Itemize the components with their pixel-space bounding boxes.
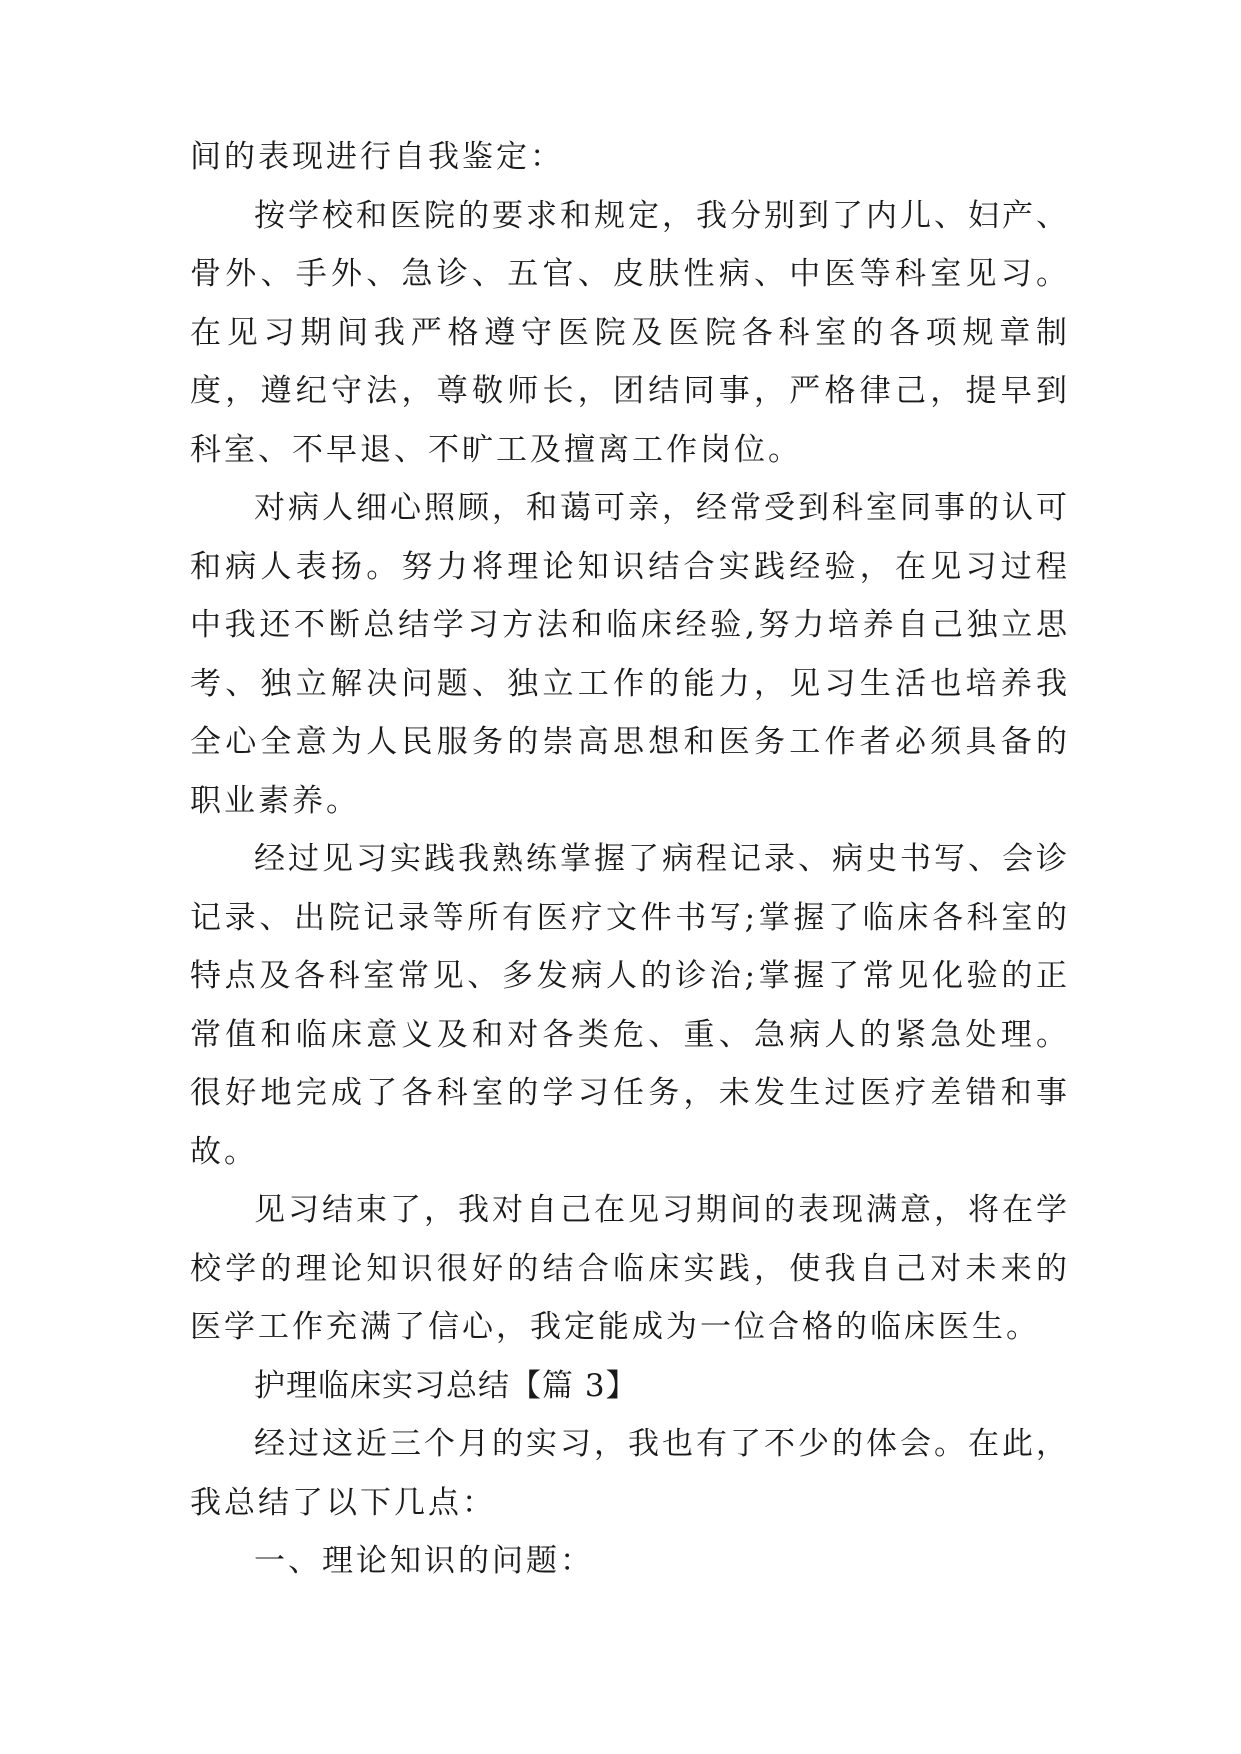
paragraph-continuation: 间的表现进行自我鉴定： [190, 139, 564, 175]
subheading-theory-knowledge: 一、理论知识的问题： [254, 1543, 594, 1579]
paragraph-three-months: 经过这近三个月的实习，我也有了不少的体会。在此，我总结了以下几点： [190, 1426, 1070, 1521]
paragraph-patient-care: 对病人细心照顾，和蔼可亲，经常受到科室同事的认可和病人表扬。努力将理论知识结合实践经验，在见习过程中我还不断总结学习方法和临床经验,努力培养自己独立思考、独立解决问题、独立工作的能力，见习生活也培养我全心全意为人民服务的崇高思想和医务工作者必须具备的职业素养。 [190, 490, 1070, 819]
paragraph-skills-mastered: 经过见习实践我熟练掌握了病程记录、病史书写、会诊记录、出院记录等所有医疗文件书写;掌握了临床各科室的特点及各科室常见、多发病人的诊治;掌握了常见化验的正常值和临床意义及和对各类危、重、急病人的紧急处理。很好地完成了各科室的学习任务，未发生过医疗差错和事故。 [190, 841, 1070, 1170]
paragraph-internship-departments: 按学校和医院的要求和规定，我分别到了内儿、妇产、骨外、手外、急诊、五官、皮肤性病、中医等科室见习。在见习期间我严格遵守医院及医院各科室的各项规章制度，遵纪守法，尊敬师长，团结同事，严格律己，提早到科室、不早退、不旷工及擅离工作岗位。 [190, 197, 1070, 468]
document-body [190, 128, 1070, 1591]
paragraph-internship-conclusion: 见习结束了，我对自己在见习期间的表现满意，将在学校学的理论知识很好的结合临床实践，使我自己对未来的医学工作充满了信心，我定能成为一位合格的临床医生。 [190, 1192, 1070, 1345]
section-heading: 护理临床实习总结【篇 3】 [254, 1367, 638, 1404]
